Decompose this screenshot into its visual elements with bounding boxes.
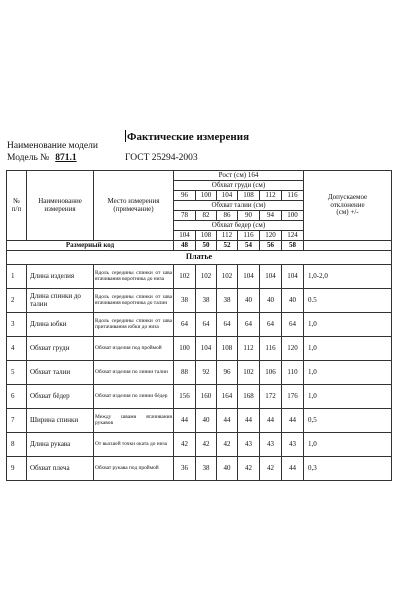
measure-value: 42 xyxy=(196,433,217,457)
hip-value: 120 xyxy=(260,231,282,241)
header-place: Место измерения (примечание) xyxy=(94,171,174,241)
measure-value: 44 xyxy=(282,457,304,481)
table-row xyxy=(7,385,392,409)
measure-value: 110 xyxy=(282,361,304,385)
row-number: 1 xyxy=(7,265,27,289)
measure-value: 156 xyxy=(174,385,196,409)
hip-value: 108 xyxy=(196,231,217,241)
measure-value: 44 xyxy=(260,409,282,433)
measure-place: Обхват изделия под проймой xyxy=(94,337,174,361)
header-name: Наименование измерения xyxy=(27,171,94,241)
hip-value: 124 xyxy=(282,231,304,241)
table-row xyxy=(7,457,392,481)
table-row xyxy=(7,251,392,265)
measure-value: 102 xyxy=(217,265,238,289)
measure-value: 38 xyxy=(174,289,196,313)
measure-value: 64 xyxy=(238,313,260,337)
measure-name: Обхват груди xyxy=(27,337,94,361)
measure-value: 42 xyxy=(217,433,238,457)
row-number: 9 xyxy=(7,457,27,481)
row-number: 4 xyxy=(7,337,27,361)
measure-value: 104 xyxy=(282,265,304,289)
row-number: 6 xyxy=(7,385,27,409)
table-row xyxy=(7,313,392,337)
measure-value: 120 xyxy=(282,337,304,361)
measure-value: 172 xyxy=(260,385,282,409)
chest-value: 104 xyxy=(217,191,238,201)
section-title: Платье xyxy=(7,251,392,265)
waist-value: 82 xyxy=(196,211,217,221)
row-number: 5 xyxy=(7,361,27,385)
table-row xyxy=(7,409,392,433)
row-number: 7 xyxy=(7,409,27,433)
measure-place: Вдоль середины спинки от шва притачивания юбки до низа xyxy=(94,313,174,337)
waist-value: 100 xyxy=(282,211,304,221)
measure-value: 40 xyxy=(196,409,217,433)
size-code: 48 xyxy=(174,241,196,251)
measure-value: 102 xyxy=(196,265,217,289)
waist-value: 94 xyxy=(260,211,282,221)
measure-value: 106 xyxy=(260,361,282,385)
page-title: Фактические измерения xyxy=(127,131,250,143)
measurements-table xyxy=(6,170,392,481)
waist-value: 86 xyxy=(217,211,238,221)
measure-value: 40 xyxy=(260,289,282,313)
measure-tolerance: 1,0 xyxy=(304,433,392,457)
size-code: 54 xyxy=(238,241,260,251)
table-row xyxy=(7,265,392,289)
hip-value: 112 xyxy=(217,231,238,241)
header-hip: Обхват бедер (см) xyxy=(174,221,304,231)
measure-value: 108 xyxy=(217,337,238,361)
chest-value: 108 xyxy=(238,191,260,201)
model-number-line: Модель № 871.1 xyxy=(7,153,77,163)
table-row xyxy=(7,289,392,313)
size-code: 50 xyxy=(196,241,217,251)
measure-value: 116 xyxy=(260,337,282,361)
size-code: 56 xyxy=(260,241,282,251)
measure-place: Обхват изделия по линии талии xyxy=(94,361,174,385)
waist-value: 78 xyxy=(174,211,196,221)
size-code: 58 xyxy=(282,241,304,251)
measure-value: 104 xyxy=(260,265,282,289)
waist-value: 90 xyxy=(238,211,260,221)
measure-value: 43 xyxy=(260,433,282,457)
header-waist: Обхват талии (см) xyxy=(174,201,304,211)
chest-value: 96 xyxy=(174,191,196,201)
size-code-label: Размерный код xyxy=(7,241,174,251)
row-number: 2 xyxy=(7,289,27,313)
measure-tolerance: 0,5 xyxy=(304,409,392,433)
table-row xyxy=(7,337,392,361)
measure-value: 64 xyxy=(196,313,217,337)
measure-value: 64 xyxy=(217,313,238,337)
header-chest: Обхват груди (см) xyxy=(174,181,304,191)
measure-value: 168 xyxy=(238,385,260,409)
measure-place: Вдоль середины спинки от шва втачивания воротника до низа xyxy=(94,265,174,289)
measure-name: Обхват бёдер xyxy=(27,385,94,409)
table-row xyxy=(7,241,392,251)
measure-name: Длина юбки xyxy=(27,313,94,337)
measure-value: 88 xyxy=(174,361,196,385)
measure-value: 44 xyxy=(174,409,196,433)
measure-value: 40 xyxy=(238,289,260,313)
measure-place: Обхват рукава под проймой xyxy=(94,457,174,481)
measure-name: Обхват плеча xyxy=(27,457,94,481)
measure-value: 44 xyxy=(217,409,238,433)
measure-tolerance: 1,0 xyxy=(304,337,392,361)
table-row xyxy=(7,361,392,385)
measure-tolerance: 1,0 xyxy=(304,385,392,409)
chest-value: 116 xyxy=(282,191,304,201)
chest-value: 112 xyxy=(260,191,282,201)
chest-value: 100 xyxy=(196,191,217,201)
measure-place: От высшей точки оката до низа xyxy=(94,433,174,457)
measure-value: 38 xyxy=(196,289,217,313)
measure-tolerance: 0,3 xyxy=(304,457,392,481)
measure-name: Длина изделия xyxy=(27,265,94,289)
model-number: 871.1 xyxy=(55,153,77,163)
measure-value: 164 xyxy=(217,385,238,409)
measure-place: Вдоль середины спинки от шва втачивания воротника до талии xyxy=(94,289,174,313)
measure-tolerance: 1,0 xyxy=(304,361,392,385)
measure-value: 44 xyxy=(282,409,304,433)
size-code: 52 xyxy=(217,241,238,251)
measure-value: 102 xyxy=(174,265,196,289)
measure-value: 38 xyxy=(196,457,217,481)
measure-name: Длина спинки до талии xyxy=(27,289,94,313)
measure-value: 44 xyxy=(238,409,260,433)
measure-value: 64 xyxy=(174,313,196,337)
gost-standard: ГОСТ 25294-2003 xyxy=(125,153,198,163)
measure-place: Обхват изделия по линии бёдер xyxy=(94,385,174,409)
measure-value: 42 xyxy=(260,457,282,481)
measure-value: 43 xyxy=(238,433,260,457)
text-cursor xyxy=(125,130,126,142)
measure-name: Длина рукава xyxy=(27,433,94,457)
measure-value: 96 xyxy=(217,361,238,385)
measure-value: 36 xyxy=(174,457,196,481)
measure-value: 38 xyxy=(217,289,238,313)
measure-value: 102 xyxy=(238,361,260,385)
table-row xyxy=(7,433,392,457)
measure-value: 112 xyxy=(238,337,260,361)
measure-value: 40 xyxy=(282,289,304,313)
hip-value: 116 xyxy=(238,231,260,241)
measure-name: Обхват талии xyxy=(27,361,94,385)
measure-value: 100 xyxy=(174,337,196,361)
measure-value: 92 xyxy=(196,361,217,385)
header-tolerance: Допускаемое отклонение (см) +/- xyxy=(304,171,392,241)
table-row xyxy=(7,171,392,181)
hip-value: 104 xyxy=(174,231,196,241)
measure-tolerance: 1,0-2,0 xyxy=(304,265,392,289)
measure-name: Ширина спинки xyxy=(27,409,94,433)
model-name-label: Наименование модели xyxy=(7,141,98,151)
measure-tolerance: 1,0 xyxy=(304,313,392,337)
header-height: Рост (см) 164 xyxy=(174,171,304,181)
measure-value: 43 xyxy=(282,433,304,457)
row-number: 3 xyxy=(7,313,27,337)
row-number: 8 xyxy=(7,433,27,457)
measure-place: Между швами втачивания рукавов xyxy=(94,409,174,433)
measure-value: 64 xyxy=(260,313,282,337)
measure-value: 40 xyxy=(217,457,238,481)
measure-value: 104 xyxy=(238,265,260,289)
size-code-tol xyxy=(304,241,392,251)
measure-value: 104 xyxy=(196,337,217,361)
measure-tolerance: 0.5 xyxy=(304,289,392,313)
measure-value: 42 xyxy=(238,457,260,481)
measure-value: 160 xyxy=(196,385,217,409)
measure-value: 176 xyxy=(282,385,304,409)
measure-value: 64 xyxy=(282,313,304,337)
measure-value: 42 xyxy=(174,433,196,457)
header-no: № п/п xyxy=(7,171,27,241)
